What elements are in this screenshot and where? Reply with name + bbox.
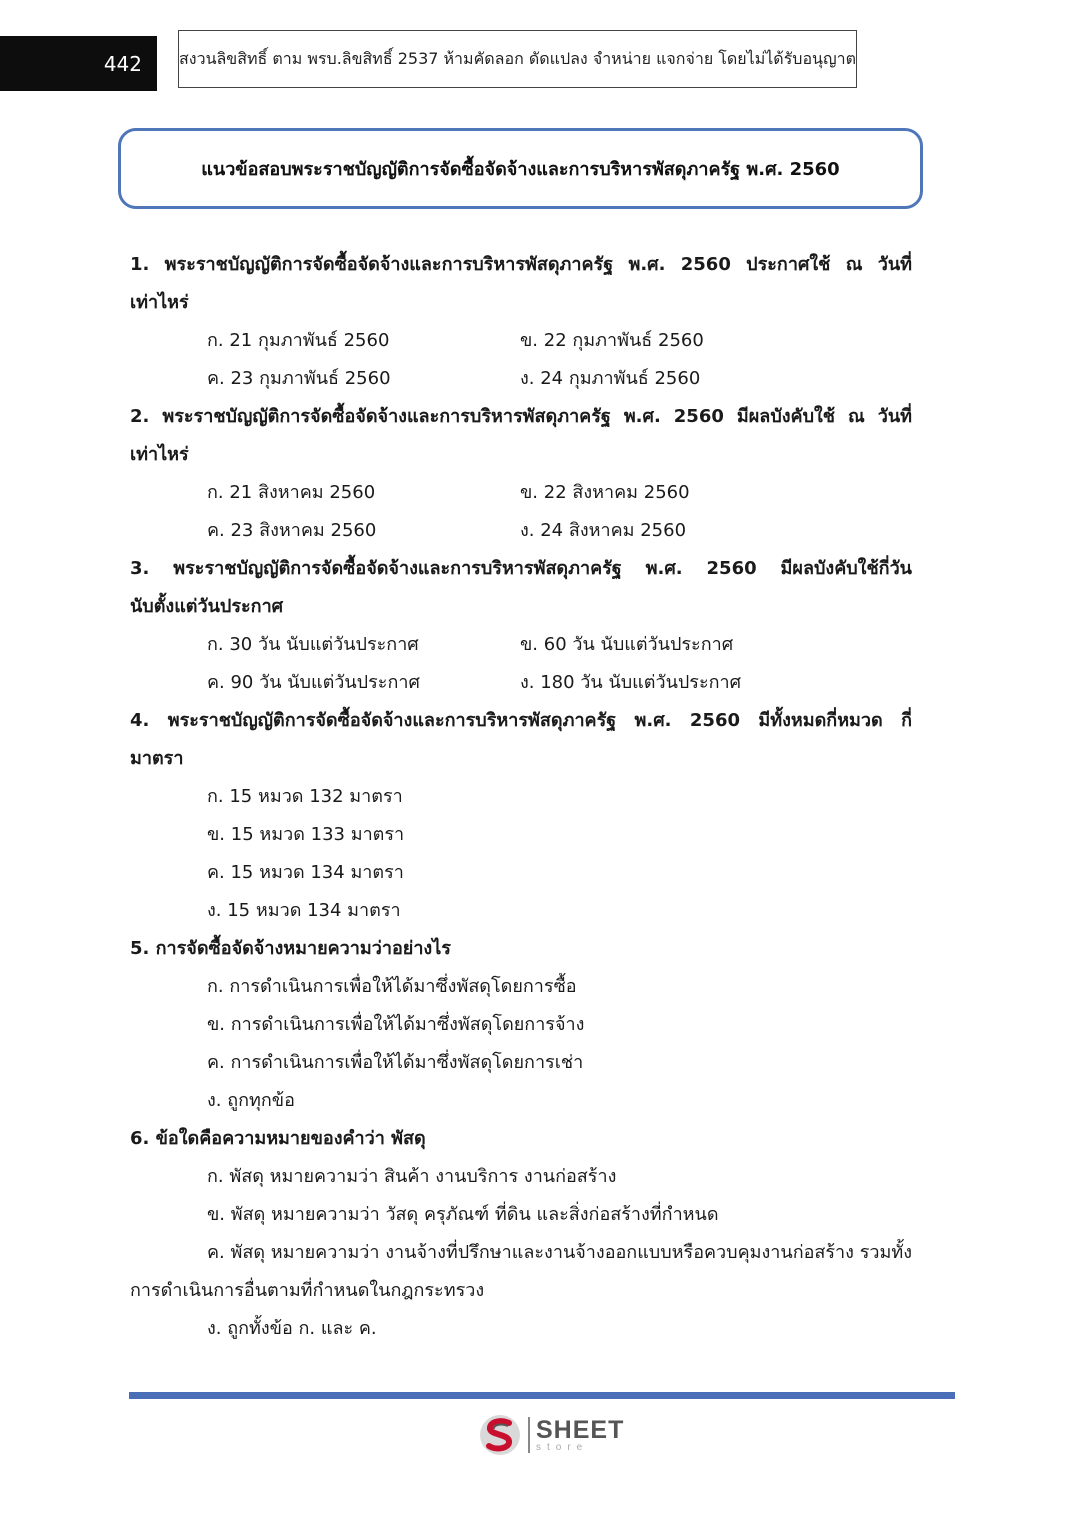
option-d: ง. 180 วัน นับแต่วันประกาศ <box>520 672 742 693</box>
question-1: 1. พระราชบัญญัติการจัดซื้อจัดจ้างและการบริหารพัสดุภาครัฐ พ.ศ. 2560 ประกาศใช้ ณ วันที่ <box>130 254 912 275</box>
option-a: ก. 21 สิงหาคม 2560 <box>207 482 376 503</box>
option-c: ค. พัสดุ หมายความว่า งานจ้างที่ปรึกษาและงานจ้างออกแบบหรือควบคุมงานก่อสร้าง รวมทั้ง <box>207 1242 912 1263</box>
option-a: ก. 15 หมวด 132 มาตรา <box>207 786 403 807</box>
question-6: 6. ข้อใดคือความหมายของคำว่า พัสดุ <box>130 1128 426 1149</box>
question-2-cont: เท่าไหร่ <box>130 444 189 465</box>
options-row <box>130 664 912 702</box>
option-d: ง. 24 กุมภาพันธ์ 2560 <box>520 368 701 389</box>
question-1-cont: เท่าไหร่ <box>130 292 189 313</box>
option-a: ก. พัสดุ หมายความว่า สินค้า งานบริการ งานก่อสร้าง <box>207 1166 617 1187</box>
option-c: ค. การดำเนินการเพื่อให้ได้มาซึ่งพัสดุโดยการเช่า <box>207 1052 584 1073</box>
question-list <box>130 246 912 1348</box>
options-row <box>130 626 912 664</box>
logo-word: SHEET <box>536 1415 625 1444</box>
options-row <box>130 322 912 360</box>
option-b: ข. 60 วัน นับแต่วันประกาศ <box>520 634 734 655</box>
logo-text <box>528 1417 624 1453</box>
question-3: 3. พระราชบัญญัติการจัดซื้อจัดจ้างและการบริหารพัสดุภาครัฐ พ.ศ. 2560 มีผลบังคับใช้กี่วัน <box>130 558 912 579</box>
question-3-cont: นับตั้งแต่วันประกาศ <box>130 596 284 617</box>
option-d: ง. ถูกทั้งข้อ ก. และ ค. <box>207 1318 377 1339</box>
option-b: ข. 15 หมวด 133 มาตรา <box>207 824 405 845</box>
footer-rule <box>129 1392 955 1399</box>
question-5: 5. การจัดซื้อจัดจ้างหมายความว่าอย่างไร <box>130 938 451 959</box>
option-c: ค. 23 สิงหาคม 2560 <box>207 520 377 541</box>
logo-s-icon <box>478 1413 522 1457</box>
option-c: ค. 23 กุมภาพันธ์ 2560 <box>207 368 391 389</box>
option-a: ก. การดำเนินการเพื่อให้ได้มาซึ่งพัสดุโดยการซื้อ <box>207 976 577 997</box>
page-title: แนวข้อสอบพระราชบัญญัติการจัดซื้อจัดจ้างและการบริหารพัสดุภาครัฐ พ.ศ. 2560 <box>118 128 923 209</box>
page-number: 442 <box>0 36 157 91</box>
option-c: ค. 15 หมวด 134 มาตรา <box>207 862 404 883</box>
options-row <box>130 360 912 398</box>
option-c: ค. 90 วัน นับแต่วันประกาศ <box>207 672 420 693</box>
option-c-cont: การดำเนินการอื่นตามที่กำหนดในกฎกระทรวง <box>130 1280 485 1301</box>
option-b: ข. 22 สิงหาคม 2560 <box>520 482 690 503</box>
option-b: ข. พัสดุ หมายความว่า วัสดุ ครุภัณฑ์ ที่ดิน และสิ่งก่อสร้างที่กำหนด <box>207 1204 719 1225</box>
option-d: ง. 15 หมวด 134 มาตรา <box>207 900 401 921</box>
sheet-store-logo <box>478 1412 624 1457</box>
question-2: 2. พระราชบัญญัติการจัดซื้อจัดจ้างและการบริหารพัสดุภาครัฐ พ.ศ. 2560 มีผลบังคับใช้ ณ วันที่ <box>130 406 912 427</box>
question-4-cont: มาตรา <box>130 748 184 769</box>
logo-sub: store <box>536 1441 589 1453</box>
options-row <box>130 474 912 512</box>
option-a: ก. 21 กุมภาพันธ์ 2560 <box>207 330 390 351</box>
options-row <box>130 512 912 550</box>
option-d: ง. 24 สิงหาคม 2560 <box>520 520 687 541</box>
option-a: ก. 30 วัน นับแต่วันประกาศ <box>207 634 419 655</box>
copyright-notice: สงวนลิขสิทธิ์ ตาม พรบ.ลิขสิทธิ์ 2537 ห้ามคัดลอก ดัดแปลง จำหน่าย แจกจ่าย โดยไม่ได้รับอนุญาต <box>178 30 857 88</box>
option-b: ข. การดำเนินการเพื่อให้ได้มาซึ่งพัสดุโดยการจ้าง <box>207 1014 585 1035</box>
option-b: ข. 22 กุมภาพันธ์ 2560 <box>520 330 704 351</box>
option-d: ง. ถูกทุกข้อ <box>207 1090 295 1111</box>
question-4: 4. พระราชบัญญัติการจัดซื้อจัดจ้างและการบริหารพัสดุภาครัฐ พ.ศ. 2560 มีทั้งหมดกี่หมวด กี่ <box>130 710 912 731</box>
